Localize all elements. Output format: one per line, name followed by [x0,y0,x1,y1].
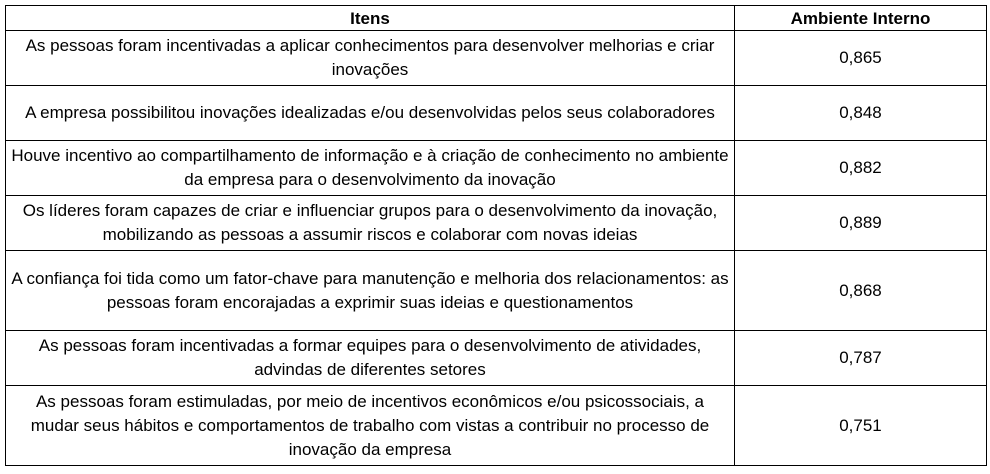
item-cell: Os líderes foram capazes de criar e influenciar grupos para o desenvolvimento da inovação, mobilizando as pessoas a assumir riscos e colaborar com novas ideias [6,196,735,251]
value-cell: 0,751 [735,386,987,466]
column-header-items: Itens [6,6,735,31]
value-cell: 0,882 [735,141,987,196]
item-cell: As pessoas foram estimuladas, por meio de incentivos econômicos e/ou psicossociais, a mudar seus hábitos e comportamentos de trabalho com vistas a contribuir no processo de inovação da empresa [6,386,735,466]
item-cell: A confiança foi tida como um fator-chave para manutenção e melhoria dos relacionamentos: as pessoas foram encorajadas a exprimir suas ideias e questionamentos [6,251,735,331]
table-row [6,86,987,141]
value-cell: 0,848 [735,86,987,141]
table-row [6,141,987,196]
table-row [6,331,987,386]
table-row [6,196,987,251]
value-cell: 0,889 [735,196,987,251]
item-cell: As pessoas foram incentivadas a formar equipes para o desenvolvimento de atividades, advindas de diferentes setores [6,331,735,386]
value-cell: 0,865 [735,31,987,86]
table-row [6,251,987,331]
value-cell: 0,787 [735,331,987,386]
items-table [5,5,987,466]
item-cell: A empresa possibilitou inovações idealizadas e/ou desenvolvidas pelos seus colaboradores [6,86,735,141]
item-cell: Houve incentivo ao compartilhamento de informação e à criação de conhecimento no ambiente da empresa para o desenvolvimento da inovação [6,141,735,196]
table-row [6,386,987,466]
item-cell: As pessoas foram incentivadas a aplicar conhecimentos para desenvolver melhorias e criar inovações [6,31,735,86]
value-cell: 0,868 [735,251,987,331]
table-row [6,31,987,86]
column-header-internal-environment: Ambiente Interno [735,6,987,31]
header-row [6,6,987,31]
